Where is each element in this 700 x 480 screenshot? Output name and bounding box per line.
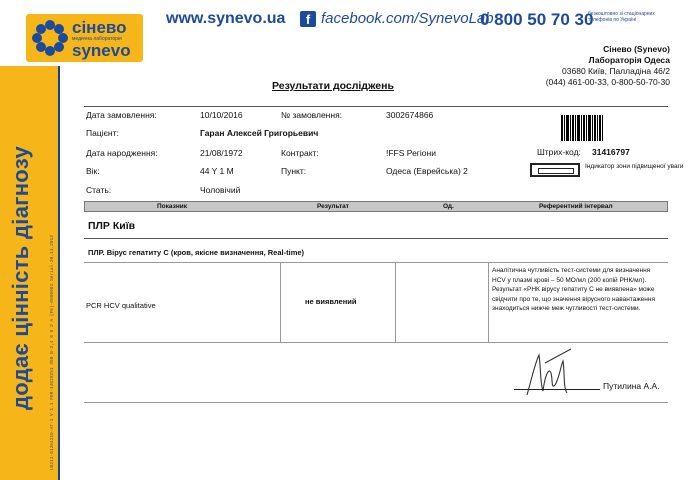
contract: !FFS Регіони: [386, 148, 436, 158]
divider: [84, 262, 668, 263]
phone-note: безкоштовно зі стаціонарних телефонів по Україні: [588, 11, 655, 23]
signature-line: [514, 389, 600, 390]
order-date: 10/10/2016: [200, 110, 243, 120]
patient-name: Гаран Алексей Григорьевич: [200, 128, 319, 138]
brand-name-cyrillic: сінево: [72, 18, 127, 37]
hotline-phone: 0 800 50 70 30: [480, 10, 594, 29]
age-label: Вік:: [86, 166, 100, 176]
col-header-parameter: Показник: [157, 203, 187, 210]
divider: [84, 106, 668, 107]
form-code: U0211-01204210-AT-1 V 1.1 FOR-14028251 200 B-3,4 0 0 2 A (Fm)-0000001 Serial-20.11.2012: [50, 235, 55, 470]
facebook-icon: f: [300, 11, 316, 27]
age: 44 Y 1 M: [200, 166, 234, 176]
facebook-link[interactable]: facebook.com/SynevoLab: [321, 10, 494, 27]
attention-indicator: [530, 163, 580, 177]
divider: [84, 402, 668, 403]
column-divider: [280, 262, 281, 342]
order-number: 3002674866: [386, 110, 434, 120]
col-header-reference: Референтний інтервал: [539, 203, 613, 210]
divider: [84, 342, 668, 343]
dob-label: Дата народження:: [86, 148, 158, 158]
test-name: PCR HCV qualitative: [86, 301, 156, 310]
divider: [84, 238, 668, 239]
lab-address: 03680 Київ, Палладіна 46/2: [562, 66, 670, 76]
barcode-value: 31416797: [592, 147, 630, 157]
signer-name: Путилина А.А.: [603, 381, 660, 391]
flower-logo-icon: [30, 18, 70, 58]
lab-branch: Лабораторія Одеса: [588, 55, 670, 65]
signature-image: [513, 345, 603, 400]
test-title: ПЛР. Вірус гепатиту С (кров, якісне визначення, Real-time): [88, 248, 305, 257]
column-divider: [488, 262, 489, 342]
col-header-result: Результат: [317, 203, 349, 210]
test-result: не виявлений: [305, 297, 357, 306]
lab-name: Сінево (Synevo): [603, 44, 670, 54]
sex-label: Стать:: [86, 185, 112, 195]
point: Одеса (Еврейська) 2: [386, 166, 468, 176]
section-title: ПЛР Київ: [88, 220, 136, 232]
indicator-label: Індикатор зони підвищеної уваги: [585, 163, 684, 170]
brand-slogan: додає цінність діагнозу: [8, 146, 33, 410]
contract-label: Контракт:: [281, 148, 319, 158]
dob: 21/08/1972: [200, 148, 243, 158]
test-reference: Аналітична чутливість тест-системи для визначення HCV у плазмі крові – 50 МО/мл (200 копій РНК/мл). Результат «РНК вірусу гепатиту С не виявлена» може свідчити про те, що значення вірусного навантаження знаходиться нижче меж чутливості тест-системи.: [492, 267, 655, 312]
brand-subtitle: медична лабораторія: [72, 36, 122, 42]
lab-info: [546, 44, 670, 88]
order-date-label: Дата замовлення:: [86, 110, 157, 120]
barcode-icon: [561, 115, 603, 141]
document-title: Результати досліджень: [272, 80, 394, 92]
column-divider: [395, 262, 396, 342]
sex: Чоловічий: [200, 185, 241, 195]
lab-phones: (044) 461-00-33, 0-800-50-70-30: [545, 77, 670, 87]
barcode-label: Штрих-код:: [537, 147, 581, 157]
website-link[interactable]: www.synevo.ua: [166, 10, 286, 27]
point-label: Пункт:: [281, 166, 307, 176]
patient-label: Пацієнт:: [86, 128, 119, 138]
brand-name-latin: synevo: [72, 41, 131, 60]
sidebar-divider: [58, 66, 60, 480]
order-number-label: № замовлення:: [281, 110, 343, 120]
table-header: [84, 201, 668, 212]
col-header-units: Од.: [443, 203, 454, 210]
